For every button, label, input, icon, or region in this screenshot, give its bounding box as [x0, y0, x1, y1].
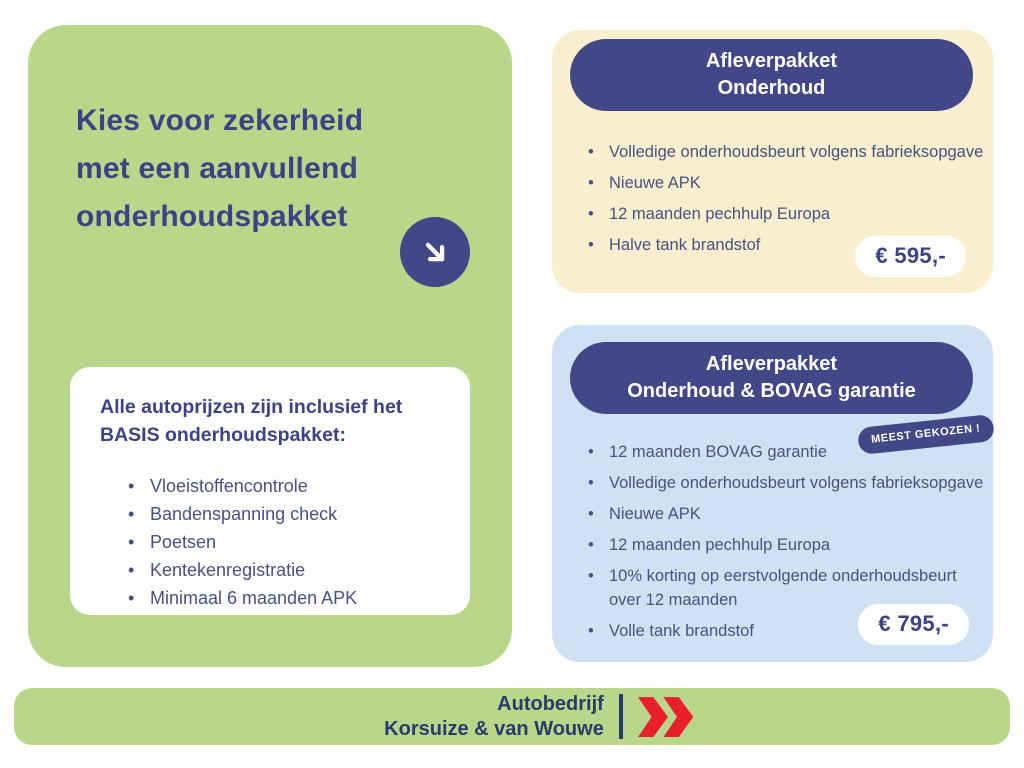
list-item: • 12 maanden BOVAG garantie: [588, 440, 988, 464]
package-title-line: Afleverpakket: [705, 353, 838, 375]
package-title-line: Onderhoud & BOVAG garantie: [627, 380, 916, 402]
basis-package-card: [70, 367, 470, 615]
double-chevron-icon: [638, 696, 696, 738]
company-name-line: Korsuize & van Wouwe: [384, 717, 604, 740]
logo-divider: [619, 694, 623, 739]
list-item: • 12 maanden pechhulp Europa: [588, 533, 988, 557]
list-item: • Volle tank brandstof: [588, 619, 988, 643]
list-item: • 10% korting op eerstvolgende onderhoudsbeurt over 12 maanden: [588, 564, 988, 612]
package-onderhoud-title: [570, 39, 973, 111]
list-item: • Minimaal 6 maanden APK: [128, 584, 442, 612]
package-bovag-price: € 795,-: [858, 604, 969, 645]
basis-card-title-line: BASIS onderhoudspakket:: [100, 424, 346, 446]
basis-items-list: [128, 472, 442, 612]
list-item: • Nieuwe APK: [588, 171, 988, 195]
package-title-line: Onderhoud: [717, 77, 826, 99]
most-chosen-badge: MEEST GEKOZEN !: [857, 414, 995, 455]
arrow-down-right-icon: [400, 217, 470, 287]
footer-bar: [14, 688, 1010, 745]
intro-panel: [28, 25, 512, 667]
list-item: • Volledige onderhoudsbeurt volgens fabrieksopgave: [588, 471, 988, 495]
list-item: • Volledige onderhoudsbeurt volgens fabrieksopgave: [588, 140, 988, 164]
company-name-line: Autobedrijf: [497, 692, 604, 715]
intro-heading-line: met een aanvullend: [76, 152, 359, 185]
intro-heading-line: Kies voor zekerheid: [76, 104, 364, 137]
package-onderhoud-panel: [552, 30, 993, 293]
intro-heading: [76, 97, 363, 241]
intro-heading-line: onderhoudspakket: [76, 200, 348, 233]
company-name: [384, 692, 604, 742]
list-item: • Kentekenregistratie: [128, 556, 442, 584]
package-bovag-panel: [552, 325, 993, 662]
basis-card-title: [100, 393, 442, 449]
list-item: • Halve tank brandstof: [588, 233, 988, 257]
list-item: • Poetsen: [128, 528, 442, 556]
list-item: • Bandenspanning check: [128, 500, 442, 528]
package-onderhoud-price: € 595,-: [855, 236, 966, 277]
list-item: • Nieuwe APK: [588, 502, 988, 526]
package-bovag-title: [570, 342, 973, 414]
basis-card-title-line: Alle autoprijzen zijn inclusief het: [100, 396, 403, 418]
list-item: • 12 maanden pechhulp Europa: [588, 202, 988, 226]
package-title-line: Afleverpakket: [705, 50, 838, 72]
list-item: • Vloeistoffencontrole: [128, 472, 442, 500]
